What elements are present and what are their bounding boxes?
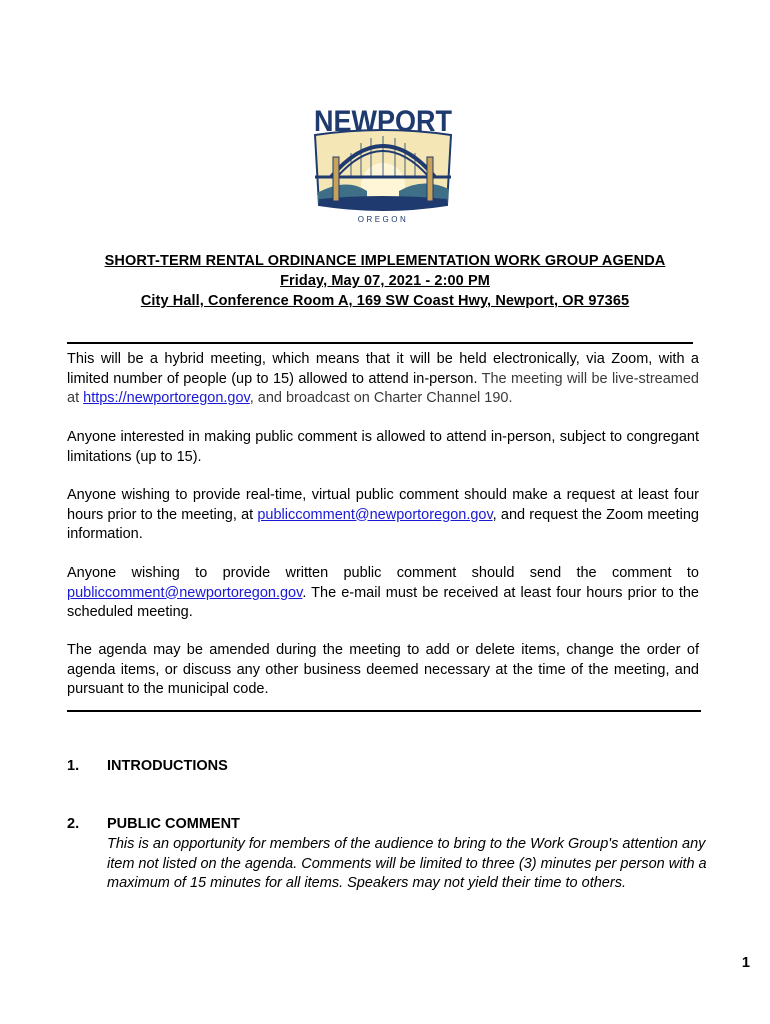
agenda-item-number: 2. [67, 816, 80, 832]
svg-text:NEWPORT: NEWPORT [314, 107, 452, 138]
agenda-item-number: 1. [67, 758, 80, 774]
public-comment-description: This is an opportunity for members of the audience to bring to the Work Group's attention any item not listed on the agenda. Comments will be limited to three (3) minutes per person with a maximum of 15 minutes for all items. Speakers may not yield their time to others. [107, 836, 707, 891]
agenda-amendment-paragraph: The agenda may be amended during the meeting to add or delete items, change the order of agenda items, or discuss any other business deemed necessary at the time of the meeting, and pursuant to the municipal code. [67, 642, 699, 697]
website-link[interactable]: https://newportoregon.gov [83, 390, 250, 406]
newport-oregon-logo [307, 107, 459, 229]
bottom-divider [67, 710, 701, 712]
virtual-comment-paragraph: Anyone wishing to provide real-time, virtual public comment should make a request at least four hours prior to the meeting, at publiccomment@newportoregon.gov, and request the Zoom meeting information. [67, 487, 699, 542]
agenda-item-public-comment: PUBLIC COMMENT [107, 816, 240, 832]
top-divider [67, 342, 693, 344]
page-number: 1 [741, 955, 750, 971]
public-comment-email-link[interactable]: publiccomment@newportoregon.gov [257, 506, 493, 523]
svg-text:OREGON: OREGON [357, 215, 409, 224]
written-comment-paragraph: Anyone wishing to provide written public comment should send the comment to publiccomment@newportoregon.gov. The e-mail must be received at least four hours prior to the scheduled meeting. [67, 565, 699, 620]
meeting-date: Friday, May 07, 2021 - 2:00 PM [280, 273, 490, 289]
meeting-location: City Hall, Conference Room A, 169 SW Coast Hwy, Newport, OR 97365 [140, 293, 630, 309]
in-person-comment-paragraph: Anyone interested in making public comment is allowed to attend in-person, subject to congregant limitations (up to 15). [67, 429, 699, 465]
written-comment-email-link[interactable]: publiccomment@newportoregon.gov [67, 584, 303, 601]
hybrid-meeting-paragraph: This will be a hybrid meeting, which means that it will be held electronically, via Zoom, with a limited number of people (up to 15) allowed to attend in-person. The meeting will be live-streamed at https://newportoregon.gov, and broadcast on Charter Channel 190. [67, 351, 699, 406]
agenda-title: SHORT-TERM RENTAL ORDINANCE IMPLEMENTATION WORK GROUP AGENDA [104, 253, 666, 269]
bridge-logo-icon [307, 107, 459, 229]
agenda-item-introductions: INTRODUCTIONS [107, 758, 228, 774]
